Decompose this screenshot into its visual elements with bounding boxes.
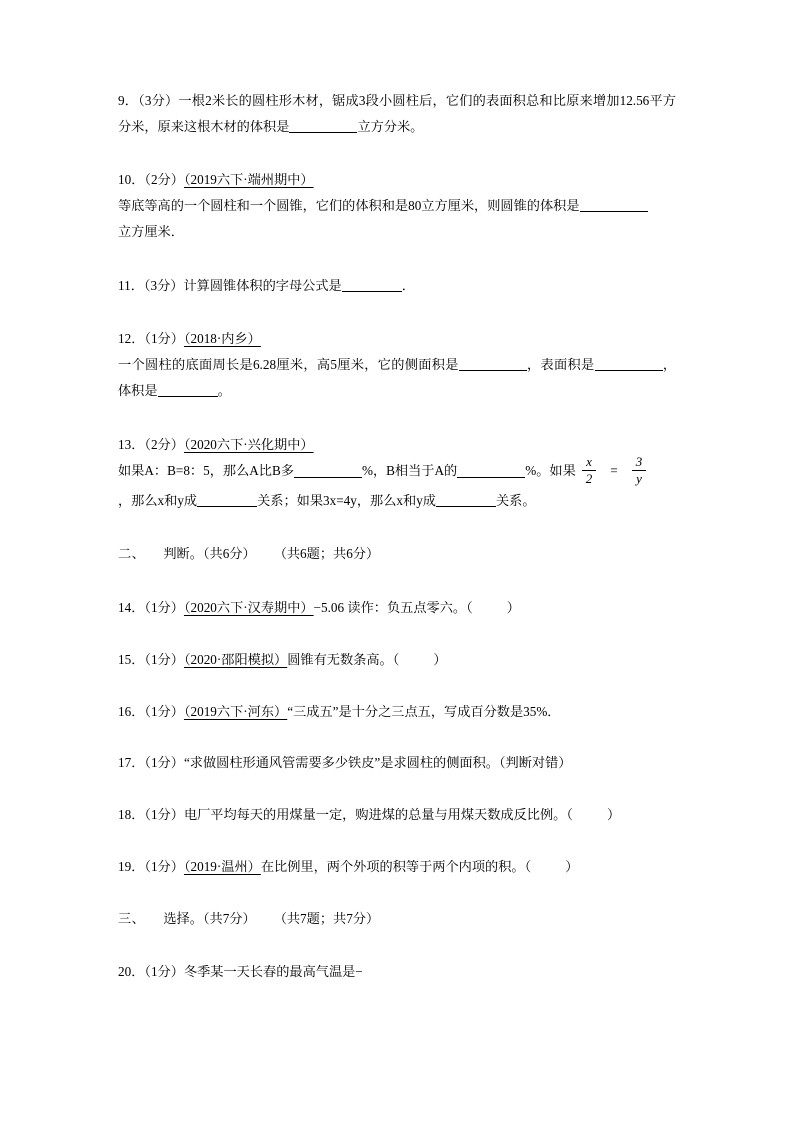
question-text: 圆锥有无数条高。（ <box>287 651 400 667</box>
question-number: 20． <box>118 964 145 980</box>
question-score: （1分） <box>144 600 184 616</box>
question-text-5: 关系；如果3x=4y，那么x和y成 <box>257 492 436 508</box>
answer-blank[interactable] <box>294 463 362 477</box>
question-item-10 <box>118 167 676 244</box>
question-text-tail: ） <box>433 651 447 667</box>
question-source-tag: （2020·邵阳模拟） <box>183 651 288 667</box>
question-number: 16． <box>118 703 145 719</box>
question-item-14 <box>118 595 676 621</box>
question-source-tag: （2020六下·汉寿期中） <box>183 600 314 616</box>
question-score: （1分） <box>144 755 184 771</box>
question-text: “求做圆柱形通风管需要多少铁皮”是求圆柱的侧面积。（判断对错） <box>183 755 572 771</box>
answer-blank[interactable] <box>457 463 525 477</box>
question-item-17 <box>118 750 676 776</box>
question-number: 12． <box>118 331 145 347</box>
answer-blank[interactable] <box>158 383 218 397</box>
question-text: 一个圆柱的底面周长是6.28厘米，高5厘米，它的侧面积是 <box>118 357 459 373</box>
section-score: （共6分） <box>202 546 256 562</box>
question-source-tag: （2019·温州） <box>183 858 261 874</box>
question-item-18 <box>118 802 676 828</box>
equals-sign: = <box>610 462 618 478</box>
answer-blank[interactable] <box>436 492 496 506</box>
fraction-denominator: 2 <box>582 470 597 486</box>
question-score: （2分） <box>144 172 184 188</box>
question-number: 18． <box>118 807 145 823</box>
question-text-4: ，那么x和y成 <box>118 492 198 508</box>
section-number: 二、 <box>118 546 146 562</box>
question-number: 9． <box>118 93 139 108</box>
question-text-tail: 。 <box>217 382 231 398</box>
question-item-15 <box>118 647 676 673</box>
question-text: “三成五”是十分之三点五，写成百分数是35%． <box>287 703 561 719</box>
section-heading-3 <box>118 906 676 932</box>
question-number: 11． <box>118 277 144 293</box>
question-number: 10． <box>118 172 145 188</box>
question-item-20 <box>118 959 676 985</box>
question-text: 电厂平均每天的用煤量一定，购进煤的总量与用煤天数成反比例。（ <box>183 807 573 823</box>
question-text: 计算圆锥体积的字母公式是 <box>183 277 342 293</box>
question-text-2: ，表面积是 <box>526 357 595 373</box>
question-item-9 <box>118 88 676 139</box>
question-item-11 <box>118 273 676 299</box>
section-number: 三、 <box>118 910 146 926</box>
question-score: （1分） <box>144 858 184 874</box>
question-score: （1分） <box>144 651 184 667</box>
section-heading-2 <box>118 541 676 567</box>
answer-blank[interactable] <box>197 492 257 506</box>
question-number: 15． <box>118 651 145 667</box>
question-score: （1分） <box>144 807 184 823</box>
question-source-tag: （2019六下·河东） <box>183 703 288 719</box>
question-text: 一根2米长的圆柱形木材，锯成3段小圆柱后，它们的表面积总和比原来增加12.56平方分米，原来这根木材的体积是 <box>118 93 676 134</box>
answer-blank[interactable] <box>595 357 663 371</box>
fraction-numerator: 3 <box>635 454 643 470</box>
question-source-tag: （2018·内乡） <box>183 331 261 347</box>
question-score: （1分） <box>144 703 184 719</box>
question-text: 在比例里，两个外项的积等于两个内项的积。（ <box>260 858 532 874</box>
question-text-tail: 立方厘米． <box>118 223 184 239</box>
question-score: （2分） <box>144 436 184 452</box>
question-score: （3分） <box>138 93 179 108</box>
question-text-tail: ． <box>401 277 415 293</box>
question-text-tail: 立方分米。 <box>357 118 424 134</box>
section-detail: （共6题；共6分） <box>273 546 380 562</box>
fraction-denominator: y <box>632 470 647 486</box>
question-text: 如果A：B=8：5，那么A比B多 <box>118 463 294 479</box>
question-number: 13． <box>118 436 145 452</box>
fraction-numerator: x <box>586 454 592 470</box>
question-text-3: %。如果 <box>525 463 576 479</box>
answer-blank[interactable] <box>289 119 357 133</box>
question-text-tail: 关系。 <box>496 492 536 508</box>
question-text-2: %，B相当于A的 <box>361 463 458 479</box>
question-item-12 <box>118 326 676 403</box>
section-detail: （共7题；共7分） <box>273 910 380 926</box>
question-text-tail: ） <box>506 600 520 616</box>
answer-blank[interactable] <box>580 198 648 212</box>
question-number: 14． <box>118 600 145 616</box>
question-text: −5.06 读作：负五点零六。（ <box>313 600 473 616</box>
section-title: 判断。 <box>163 546 203 562</box>
answer-blank[interactable] <box>342 277 402 291</box>
question-text-3: ，体积是 <box>118 357 677 398</box>
fraction-x-over-2 <box>582 455 597 485</box>
question-text-tail: ） <box>565 858 579 874</box>
question-text: 等底等高的一个圆柱和一个圆锥，它们的体积和是80立方厘米，则圆锥的体积是 <box>118 198 580 214</box>
section-title: 选择。 <box>163 910 203 926</box>
question-source-tag: （2020六下·兴化期中） <box>183 436 314 452</box>
question-item-16 <box>118 699 676 725</box>
question-score: （1分） <box>144 331 184 347</box>
fraction-3-over-y <box>632 455 647 485</box>
question-source-tag: （2019六下·端州期中） <box>183 172 314 188</box>
question-number: 19． <box>118 858 145 874</box>
question-text: 冬季某一天长春的最高气温是− <box>183 964 363 980</box>
answer-blank[interactable] <box>459 357 527 371</box>
question-score: （1分） <box>144 964 184 980</box>
question-item-19 <box>118 854 676 880</box>
section-score: （共7分） <box>202 910 256 926</box>
question-item-13 <box>118 432 676 514</box>
question-number: 17． <box>118 755 145 771</box>
question-text-tail: ） <box>606 807 621 823</box>
question-score: （3分） <box>143 277 184 293</box>
